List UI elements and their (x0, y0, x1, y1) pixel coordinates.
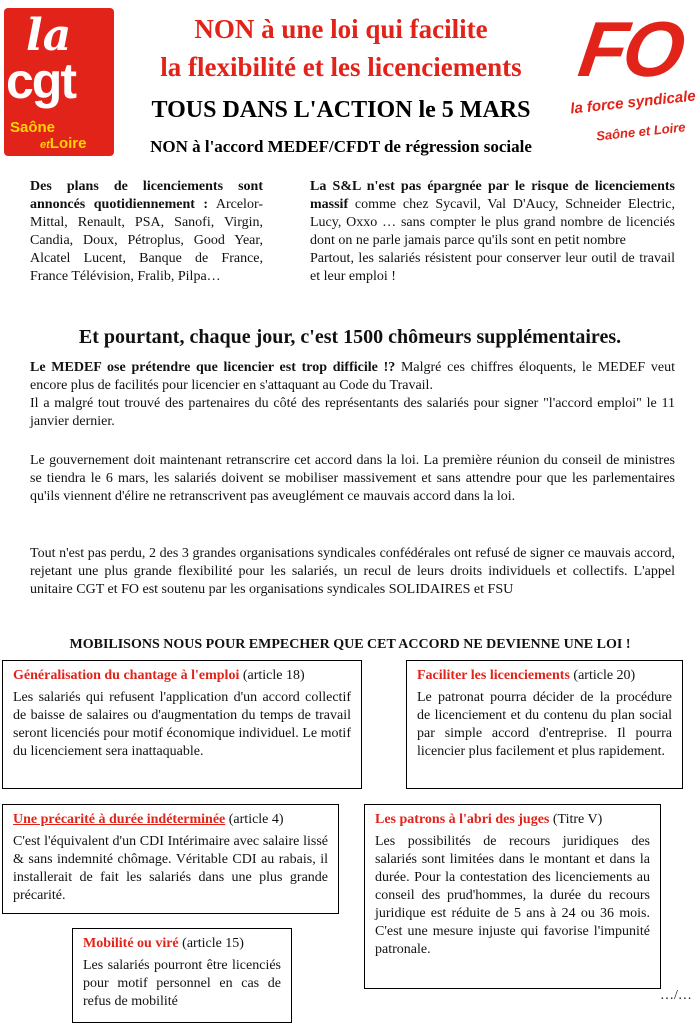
paragraph-medef-lead: Le MEDEF ose prétendre que licencier est trop difficile !? (30, 360, 396, 375)
box-title: Faciliter les licenciements (417, 668, 570, 683)
cgt-logo-la: la (26, 10, 72, 61)
box-body: Les salariés pourront être licenciés pour motif personnel en cas de refus de mobilité (83, 958, 281, 1009)
cgt-logo-name: cgt (6, 53, 75, 109)
subtitle: NON à l'accord MEDEF/CFDT de régression sociale (150, 137, 532, 156)
cgt-logo (4, 8, 114, 156)
regional-layoffs-lead: La S&L n'est pas épargnée par le risque de licenciements massif (310, 179, 675, 212)
layoffs-list-companies: Arcelor-Mittal, Renault, PSA, Sanofi, Virgin, Candia, Doux, Pétroplus, Good Year, Alcatel Lucent, Banque de France, France Télévision, Fralib, Pilpa… (30, 197, 263, 284)
paragraph-medef: Le MEDEF ose prétendre que licencier est trop difficile !? Malgré ces chiffres éloquents, le MEDEF veut encore plus de facilités pour licencier en s'attaquant au Code du Travail. Il a malgré tout trouvé des partenaires du côté des représentants des salariés pour signer "l'accord emploi" le 11 janvier dernier. (30, 360, 675, 429)
box-patrons-juges (364, 804, 661, 989)
box-ref: (article 18) (242, 668, 305, 683)
box-body: Le patronat pourra décider de la procédure de licenciement et du contenu du plan social par simple accord d'entreprise. Il pourra licencier plus facilement et plus rapidement. (417, 690, 672, 759)
box-ref: (article 15) (182, 936, 244, 951)
box-precarite (2, 804, 339, 914)
headline-line1: NON à une loi qui facilite (194, 14, 488, 44)
continuation-marker: …/… (660, 988, 692, 1003)
regional-layoffs-column (310, 178, 675, 286)
box-faciliter-licenciements (406, 660, 683, 789)
layoffs-list-lead: Des plans de licenciements sont annoncés quotidiennement : (30, 179, 263, 212)
mobilisation-call: MOBILISONS NOUS POUR EMPECHER QUE CET ACCORD NE DEVIENNE UNE LOI ! (69, 637, 631, 652)
paragraph-government: Le gouvernement doit maintenant retranscrire cet accord dans la loi. La première réunion du conseil de ministres se tiendra le 6 mars, les salariés doivent se mobiliser massivement et sans attendre pour que les parlementaires qu'ils viennent d'élire ne retranscrivent pas aveuglément ce mauvais accord dans la loi. (30, 453, 675, 504)
box-ref: (Titre V) (552, 812, 603, 827)
regional-layoffs-text: comme chez Sycavil, Val D'Aucy, Schneider Electric, Lucy, Oxxo … sans compter le plus grand nombre de licenciés dont on ne parle jamais parce qu'ils sont en petit nombre (310, 197, 675, 248)
fo-logo-tagline: la force syndicale (569, 87, 697, 118)
box-title: Mobilité ou viré (83, 936, 179, 951)
fo-logo (566, 5, 698, 158)
regional-layoffs-text2: Partout, les salariés résistent pour conserver leur outil de travail et leur emploi ! (310, 251, 675, 284)
fo-logo-name: FO (573, 5, 687, 93)
box-ref: (article 4) (228, 812, 284, 827)
headline-line2: la flexibilité et les licenciements (160, 52, 522, 82)
box-chantage-emploi (2, 660, 362, 789)
box-title: Les patrons à l'abri des juges (375, 812, 550, 827)
box-ref: (article 20) (573, 668, 636, 683)
fo-logo-place: Saône et Loire (595, 119, 687, 144)
layoffs-list-column (30, 178, 263, 286)
box-body: C'est l'équivalent d'un CDI Intérimaire avec salaire lissé & sans indemnité chômage. Véritable CDI au rabais, il installerait de fait les salariés dans une plus grande précarité. (13, 834, 328, 903)
cgt-logo-place: Saône etLoire (10, 119, 87, 152)
box-body: Les possibilités de recours juridiques des salariés sont limitées dans le montant et dans la durée. Pour la contestation des licenciements au conseil des prud'hommes, la durée du recours juridique est réduite de 5 ans à 24 ou 36 mois. C'est une mesure injuste qui favorise l'impunité patronale. (375, 834, 650, 957)
box-mobilite (72, 928, 292, 1023)
action-date-heading: TOUS DANS L'ACTION le 5 MARS (151, 97, 531, 123)
unemployment-heading: Et pourtant, chaque jour, c'est 1500 chômeurs supplémentaires. (78, 326, 622, 348)
paragraph-unions: Tout n'est pas perdu, 2 des 3 grandes organisations syndicales confédérales ont refusé de signer ce mauvais accord, rejetant une plus grande flexibilité pour les salariés, un recul de leurs droits individuels et collectifs. L'appel unitaire CGT et FO est soutenu par les organisations syndicales SOLIDAIRES et FSU (30, 546, 675, 597)
box-title: Une précarité à durée indéterminée (13, 812, 226, 827)
box-title: Généralisation du chantage à l'emploi (13, 668, 240, 683)
box-body: Les salariés qui refusent l'application d'un accord collectif de baisse de salaires ou d'augmentation du temps de travail seront licenciés pour motif économique individuel. Le motif du licenciement sera inattaquable. (13, 690, 351, 759)
